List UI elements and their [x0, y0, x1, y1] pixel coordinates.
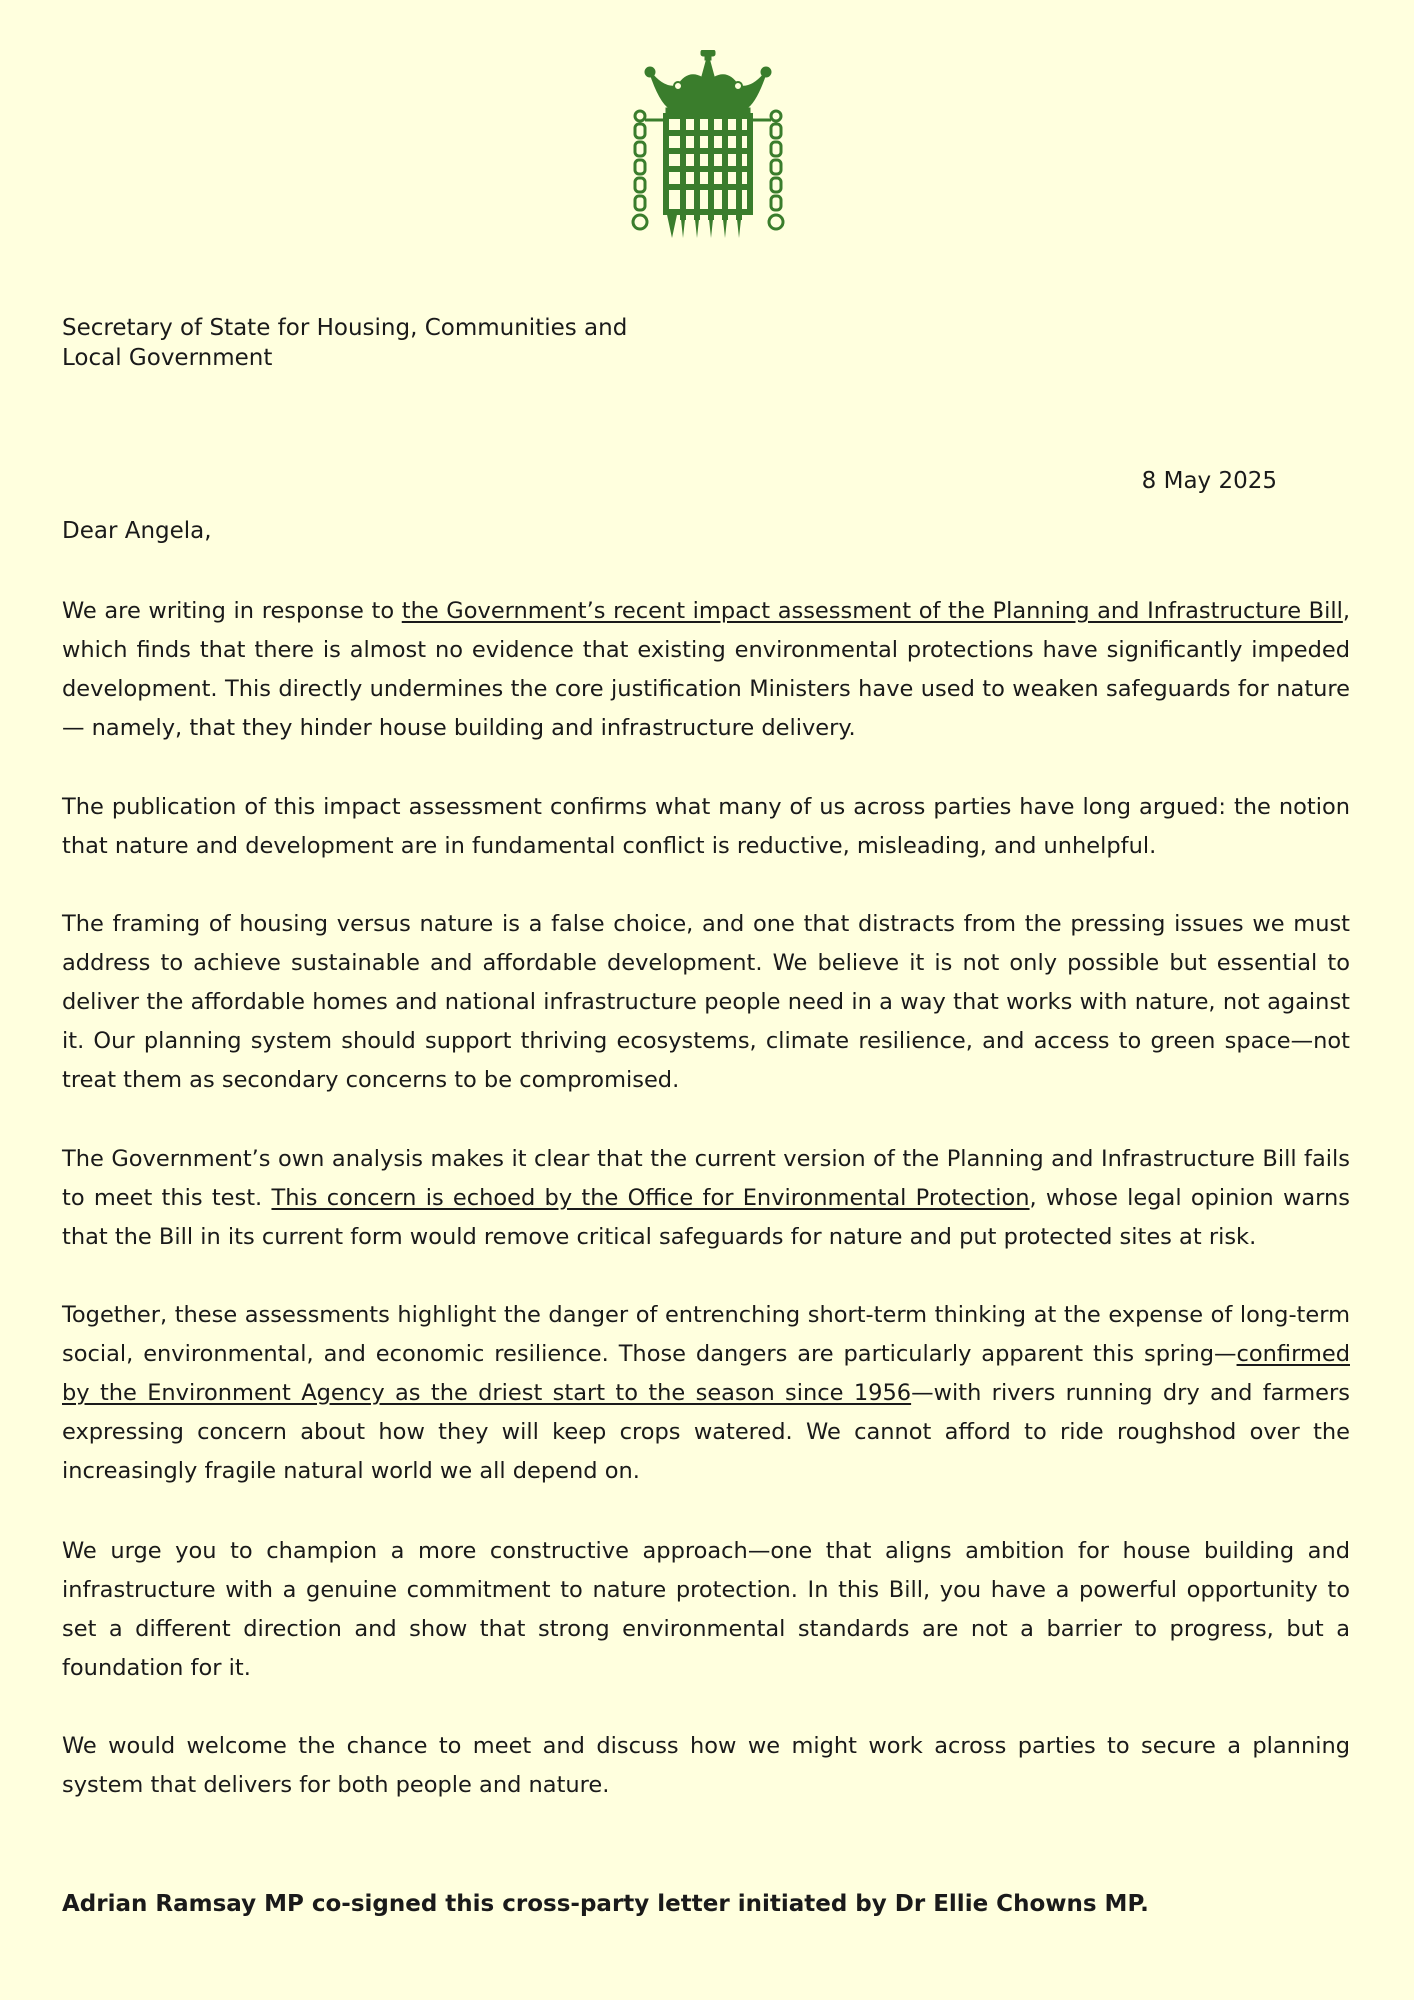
paragraph-text: , whose legal opinion warns that the Bill in its current form would remove critical safeguards for nature and put protected sites at risk.	[62, 1185, 1350, 1250]
paragraph-2	[62, 788, 1350, 866]
environment-agency-link[interactable]: confirmed by the Environment Agency as the driest start to the season since 1956	[62, 1341, 1350, 1406]
paragraph-text: We are writing in response to	[62, 598, 402, 624]
paragraph-1	[62, 592, 1350, 748]
paragraph-7	[62, 1727, 1350, 1805]
paragraph-6	[62, 1532, 1350, 1688]
recipient-line-1: Secretary of State for Housing, Communities and	[62, 315, 628, 341]
portcullis-crest-icon	[630, 50, 786, 240]
paragraph-text: , which finds that there is almost no evidence that existing environmental protections have significantly impeded development. This directly undermines the core justification Ministers have used to weaken safeguards for nature — namely, that they hinder house building and infrastructure delivery.	[62, 598, 1351, 741]
paragraph-5	[62, 1296, 1350, 1491]
recipient-address	[62, 313, 627, 373]
letter-date: 8 May 2025	[1141, 468, 1277, 494]
paragraph-text: The framing of housing versus nature is a false choice, and one that distracts from the pressing issues we must address to achieve sustainable and affordable development. We believe it is not only possible but essential to deliver the affordable homes and national infrastructure people need in a way that works with nature, not against it. Our planning system should support thriving ecosystems, climate resilience, and access to green space—not treat them as secondary concerns to be compromised.	[62, 911, 1350, 1093]
paragraph-text: —with rivers running dry and farmers expressing concern about how they will keep crops watered. We cannot afford to ride roughshod over the increasingly fragile natural world we all depend on.	[62, 1380, 1350, 1484]
oep-concern-link[interactable]: This concern is echoed by the Office for Environmental Protection	[271, 1185, 1030, 1211]
paragraph-text: The Government’s own analysis makes it clear that the current version of the Planning and Infrastructure Bill fails to meet this test.	[62, 1146, 1350, 1211]
paragraph-text: We urge you to champion a more constructive approach—one that aligns ambition for house building and infrastructure with a genuine commitment to nature protection. In this Bill, you have a powerful opportunity to set a different direction and show that strong environmental standards are not a barrier to progress, but a foundation for it.	[62, 1538, 1350, 1681]
paragraph-3	[62, 905, 1350, 1100]
paragraph-text: We would welcome the chance to meet and discuss how we might work across parties to secure a planning system that delivers for both people and nature.	[62, 1733, 1350, 1798]
salutation: Dear Angela,	[62, 518, 212, 544]
paragraph-text: Together, these assessments highlight the danger of entrenching short-term thinking at the expense of long-term social, environmental, and economic resilience. Those dangers are particularly apparent this spring—	[62, 1302, 1350, 1367]
impact-assessment-link[interactable]: the Government’s recent impact assessment of the Planning and Infrastructure Bill	[401, 598, 1343, 624]
paragraph-text: The publication of this impact assessment confirms what many of us across parties have long argued: the notion that nature and development are in fundamental conflict is reductive, misleading, and unhelpful.	[62, 794, 1350, 859]
paragraph-4	[62, 1140, 1350, 1257]
recipient-line-2: Local Government	[62, 345, 273, 371]
signoff-note: Adrian Ramsay MP co-signed this cross-party letter initiated by Dr Ellie Chowns MP.	[62, 1891, 1149, 1917]
